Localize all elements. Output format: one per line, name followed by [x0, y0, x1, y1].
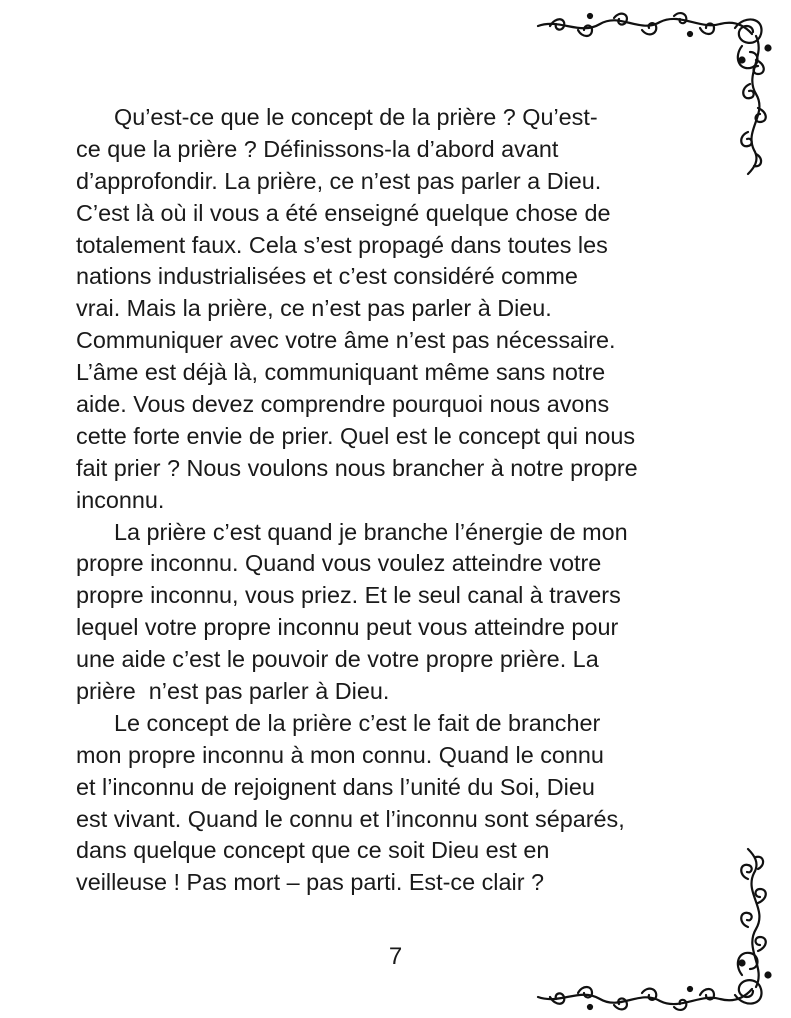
text-line: aide. Vous devez comprendre pourquoi nous avons: [76, 391, 610, 418]
text-line: prière n’est pas parler à Dieu.: [76, 678, 390, 705]
text-line: ce que la prière ? Définissons-la d’abord avant: [76, 135, 559, 162]
text-line: veilleuse ! Pas mort – pas parti. Est-ce clair ?: [76, 869, 544, 896]
text-line: cette forte envie de prier. Quel est le concept qui nous: [76, 422, 636, 449]
text-line: Qu’est-ce que le concept de la prière ? Qu’est-: [114, 104, 598, 130]
floral-corner-ornament-bottom-icon: [530, 845, 775, 1015]
text-line: lequel votre propre inconnu peut vous atteindre pour: [76, 614, 619, 641]
text-line: totalement faux. Cela s’est propagé dans toutes les: [76, 231, 608, 258]
text-line: et l’inconnu de rejoignent dans l’unité du Soi, Dieu: [76, 773, 595, 800]
paragraph-1: [76, 102, 726, 517]
text-line: inconnu.: [76, 486, 165, 513]
text-line: mon propre inconnu à mon connu. Quand le connu: [76, 741, 604, 768]
text-line: dans quelque concept que ce soit Dieu est en: [76, 837, 550, 864]
body-text: [76, 102, 726, 899]
text-line: une aide c’est le pouvoir de votre propre prière. La: [76, 646, 599, 673]
text-line: d’approfondir. La prière, ce n’est pas parler a Dieu.: [76, 167, 602, 194]
text-line: C’est là où il vous a été enseigné quelque chose de: [76, 199, 611, 226]
text-line: fait prier ? Nous voulons nous brancher à notre propre: [76, 454, 638, 481]
text-line: propre inconnu, vous priez. Et le seul canal à travers: [76, 582, 621, 609]
paragraph-2: [76, 517, 726, 708]
text-line: nations industrialisées et c’est considéré comme: [76, 263, 578, 290]
text-line: La prière c’est quand je branche l’énergie de mon: [114, 518, 628, 545]
text-line: Le concept de la prière c’est le fait de brancher: [114, 709, 601, 736]
text-line: Communiquer avec votre âme n’est pas nécessaire.: [76, 327, 616, 354]
text-line: propre inconnu. Quand vous voulez atteindre votre: [76, 550, 602, 577]
text-line: est vivant. Quand le connu et l’inconnu sont séparés,: [76, 805, 625, 832]
page-number: 7: [388, 943, 403, 970]
text-line: L’âme est déjà là, communiquant même sans notre: [76, 359, 606, 386]
text-line: vrai. Mais la prière, ce n’est pas parler à Dieu.: [76, 295, 552, 322]
